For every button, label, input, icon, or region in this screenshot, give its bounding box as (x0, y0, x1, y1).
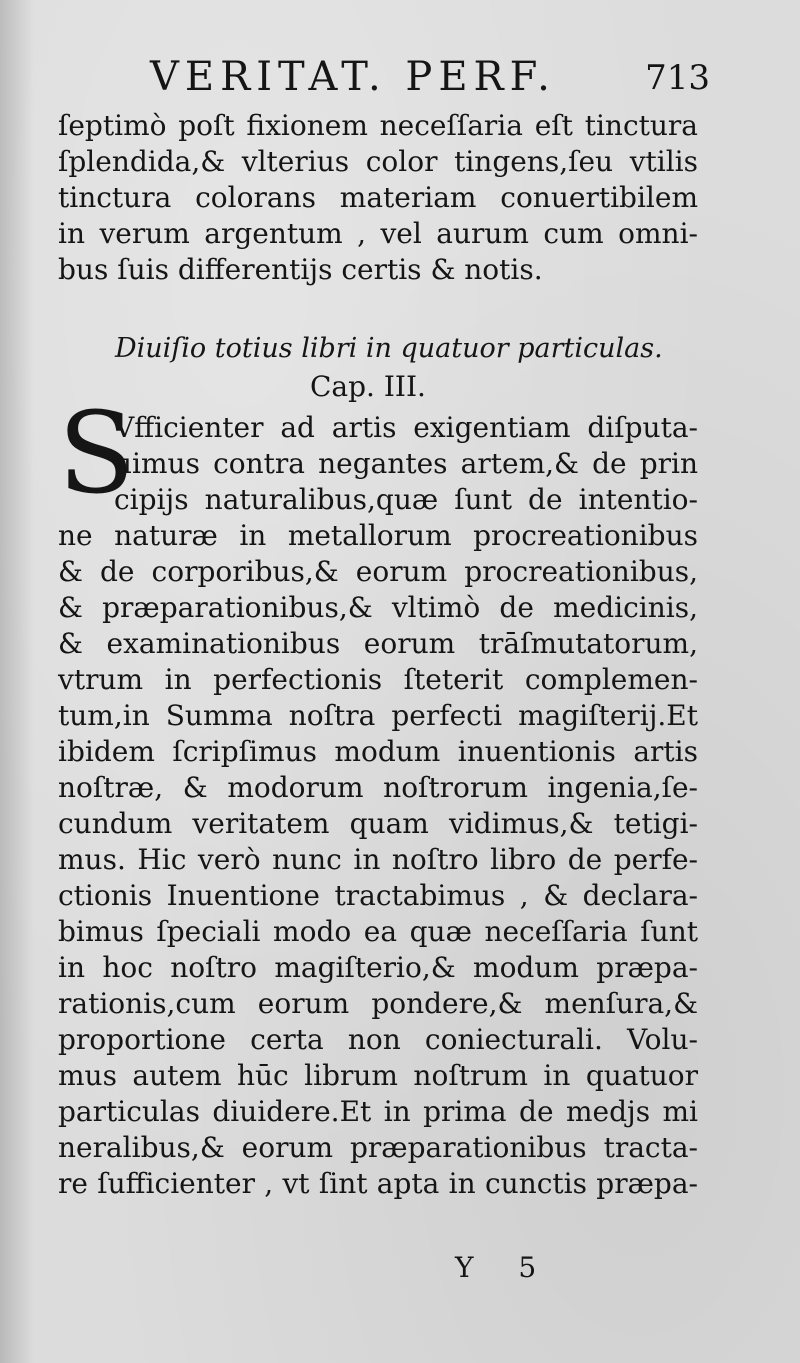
text-line: ſeptimò poſt fixionem neceſſaria eſt tinctura (58, 109, 698, 142)
text-line: Vfficienter ad artis exigentiam diſputa- (114, 411, 698, 444)
text-line: tum,in Summa noſtra perfecti magiſterij.Et (58, 699, 698, 732)
text-line: bimus ſpeciali modo ea quæ neceſſaria ſunt (58, 915, 698, 948)
text-line: proportione certa non coniecturali. Volu- (58, 1023, 698, 1056)
text-line: cipijs naturalibus,quæ ſunt de intentio- (114, 483, 698, 516)
text-line: cundum veritatem quam vidimus,& tetigi- (58, 807, 698, 840)
running-head: VERITAT. PERF. (150, 54, 556, 100)
text-line: & præparationibus,& vltimò de medicinis, (58, 591, 698, 624)
text-line: in verum argentum , vel aurum cum omni- (58, 217, 698, 250)
chapter-title: Diuiſio totius libri in quatuor particulas. (115, 333, 663, 364)
text-line: ne naturæ in metallorum procreationibus (58, 519, 698, 552)
page-gutter-shadow (0, 0, 34, 1363)
text-line: & de corporibus,& eorum procreationibus, (58, 555, 698, 588)
text-line: noſtræ, & modorum noſtrorum ingenia,ſe- (58, 771, 698, 804)
text-line: ibidem ſcripſimus modum inuentionis artis (58, 735, 698, 768)
page-number: 713 (645, 58, 710, 98)
signature-mark: Y 5 (455, 1251, 555, 1284)
text-line: uimus contra negantes artem,& de prin (114, 447, 698, 480)
text-line: rationis,cum eorum pondere,& menſura,& (58, 987, 698, 1020)
text-line: bus ſuis differentijs certis & notis. (58, 253, 543, 286)
drop-cap: S (58, 389, 135, 519)
text-line: neralibus,& eorum præparationibus tracta- (58, 1131, 698, 1164)
text-line: in hoc noſtro magiſterio,& modum præpa- (58, 951, 698, 984)
page-header (150, 52, 710, 102)
text-line: ſplendida,& vlterius color tingens,ſeu vtilis (58, 145, 698, 178)
text-line: tinctura colorans materiam conuertibilem (58, 181, 698, 214)
text-line: re ſufficienter , vt ſint apta in cunctis præpa- (58, 1167, 698, 1200)
text-line: ctionis Inuentione tractabimus , & declara- (58, 879, 698, 912)
text-line: particulas diuidere.Et in prima de medjs mi (58, 1095, 698, 1128)
text-line: mus autem hūc librum noſtrum in quatuor (58, 1059, 698, 1092)
text-line: & examinationibus eorum trāſmutatorum, (58, 627, 698, 660)
chapter-number: Cap. III. (310, 370, 426, 403)
text-line: vtrum in perfectionis ſteterit complemen- (58, 663, 698, 696)
text-line: mus. Hic verò nunc in noſtro libro de perfe- (58, 843, 698, 876)
